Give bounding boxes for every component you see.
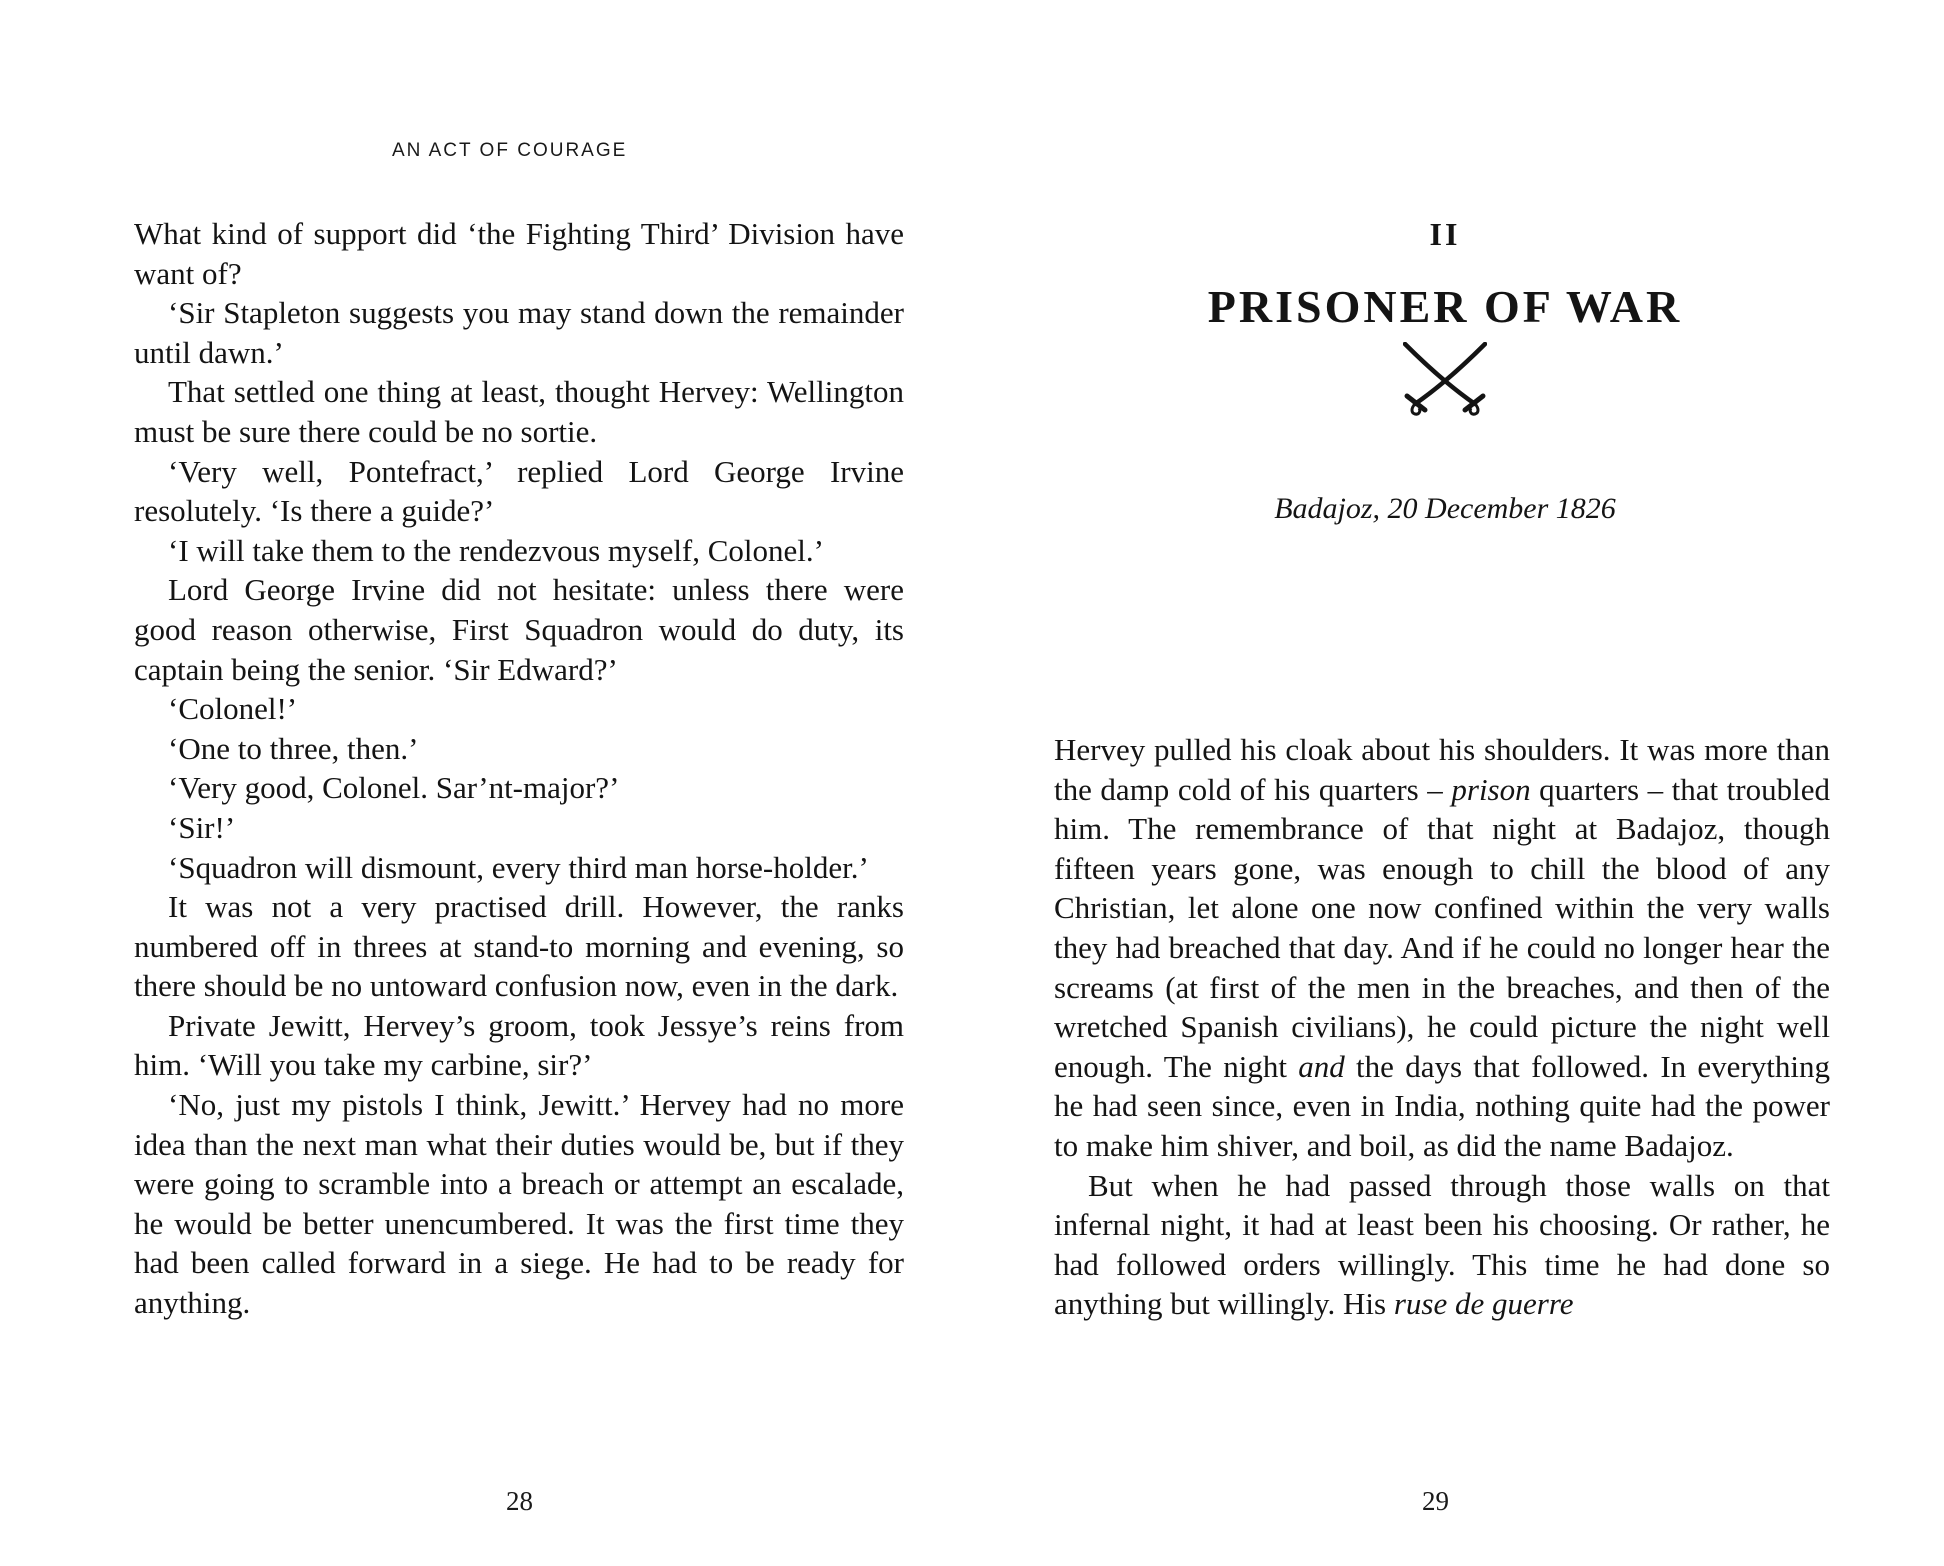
paragraph: ‘No, just my pistols I think, Jewitt.’ Hervey had no more idea than the next man what their duties would be, but if they were going to scramble into a breach or attempt an escalade, he would be better unencumbered. It was the first time they had been called forward in a siege. He had to be ready for anything. [134,1087,904,1321]
right-page-body-text [1054,730,1830,1324]
text-run: Hervey pulled his cloak about his shoulders. It was more than the damp cold of his quarters – [1054,732,1830,807]
paragraph: Lord George Irvine did not hesitate: unless there were good reason otherwise, First Squadron would do duty, its captain being the senior. ‘Sir Edward?’ [134,572,904,687]
paragraph: ‘Very well, Pontefract,’ replied Lord George Irvine resolutely. ‘Is there a guide?’ [134,453,904,529]
paragraph: ‘Sir!’ [168,809,236,845]
paragraph [1054,730,1830,1166]
dateline: Badajoz, 20 December 1826 [1274,492,1616,525]
italic-run: prison [1451,771,1531,807]
chapter-number: II [1429,216,1461,252]
crossed-sabres-icon [1403,342,1487,416]
paragraph: That settled one thing at least, thought Hervey: Wellington must be sure there could be no sortie. [134,374,904,449]
paragraph: ‘Squadron will dismount, every third man horse-holder.’ [168,849,869,885]
text-run: quarters – that troubled him. The remembrance of that night at Badajoz, though fifteen years gone, was enough to chill the blood of any Christian, let alone one now confined within the very walls they had breached that day. And if he could no longer hear the screams (at first of the men in the breaches, and then of the wretched Spanish civilians), he could picture the night well enough. The night [1054,771,1830,1084]
chapter-title: PRISONER OF WAR [1207,281,1683,332]
paragraph: ‘One to three, then.’ [168,730,419,766]
italic-run: ruse de guerre [1393,1286,1574,1322]
paragraph: ‘Very good, Colonel. Sar’nt-major?’ [168,770,620,806]
text-run: the days that followed. In everything he had seen since, even in India, nothing quite had the power to make him shiver, and boil, as did the name Badajoz. [1054,1048,1830,1163]
left-page-body-text [134,214,904,1323]
paragraph: Private Jewitt, Hervey’s groom, took Jessye’s reins from him. ‘Will you take my carbine, sir?’ [134,1007,904,1083]
text-run: But when he had passed through those walls on that infernal night, it had at least been his choosing. Or rather, he had followed orders willingly. This time he had done so anything but willingly. His [1054,1167,1830,1322]
page-number: 29 [1422,1486,1449,1516]
paragraph: ‘Colonel!’ [168,691,298,727]
italic-run: and [1298,1048,1345,1084]
right-page [972,0,1944,1566]
running-head: AN ACT OF COURAGE [392,140,628,161]
paragraph: It was not a very practised drill. However, the ranks numbered off in threes at stand-to morning and evening, so there should be no untoward confusion now, even in the dark. [134,889,904,1004]
paragraph [1054,1166,1830,1324]
paragraph: ‘I will take them to the rendezvous myself, Colonel.’ [168,532,824,568]
paragraph: What kind of support did ‘the Fighting Third’ Division have want of? [134,216,904,291]
page-number: 28 [506,1486,533,1516]
paragraph: ‘Sir Stapleton suggests you may stand down the remainder until dawn.’ [134,295,904,370]
